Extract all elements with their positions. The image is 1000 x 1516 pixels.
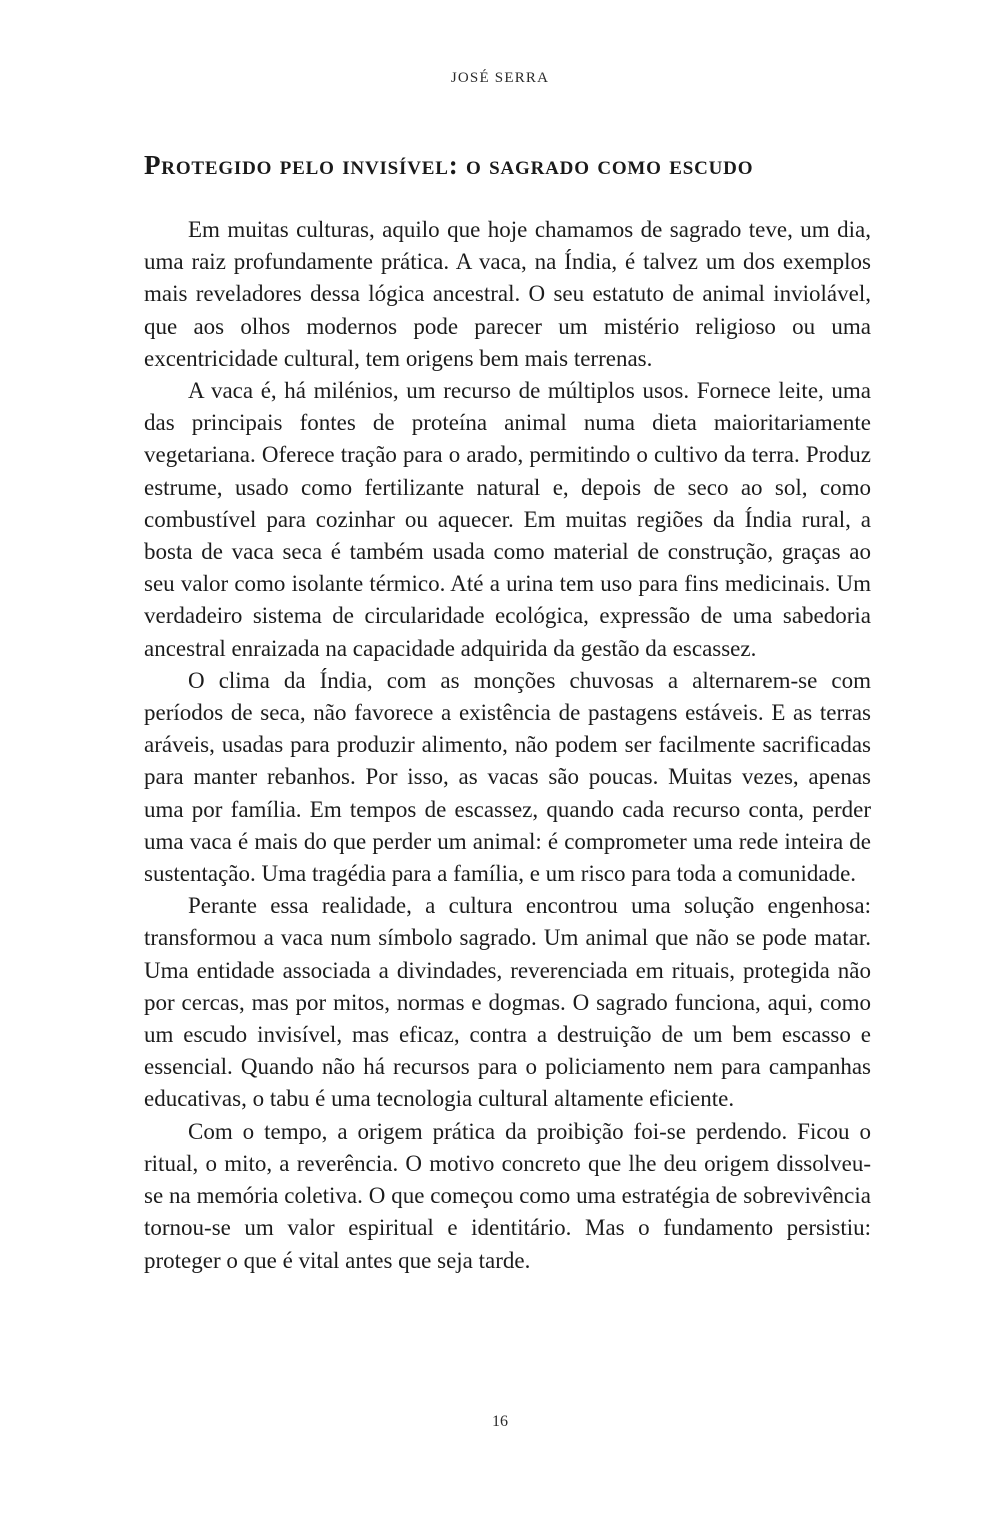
body-text <box>144 214 871 1277</box>
paragraph: Em muitas culturas, aquilo que hoje chamamos de sagrado teve, um dia, uma raiz profundamente prática. A vaca, na Índia, é talvez um dos exemplos mais reveladores dessa lógica ancestral. O seu estatuto de animal inviolável, que aos olhos modernos pode parecer um mistério religioso ou uma excentricidade cultural, tem origens bem mais terrenas. <box>144 217 871 371</box>
paragraph: A vaca é, há milénios, um recurso de múltiplos usos. Fornece leite, uma das principais fontes de proteína animal numa dieta maioritariamente vegetariana. Oferece tração para o arado, permitindo o cultivo da terra. Produz estrume, usado como fertilizante natural e, depois de seco ao sol, como combustível para cozinhar ou aquecer. Em muitas regiões da Índia rural, a bosta de vaca seca é também usada como material de construção, graças ao seu valor como isolante térmico. Até a urina tem uso para fins medicinais. Um verdadeiro sistema de circularidade ecológica, expressão de uma sabedoria ancestral enraizada na capacidade adquirida da gestão da escassez. <box>144 378 871 661</box>
paragraph: O clima da Índia, com as monções chuvosas a alternarem-se com períodos de seca, não favorece a existência de pastagens estáveis. E as terras aráveis, usadas para produzir alimento, não podem ser facilmente sacrificadas para manter rebanhos. Por isso, as vacas são poucas. Muitas vezes, apenas uma por família. Em tempos de escassez, quando cada recurso conta, perder uma vaca é mais do que perder um animal: é comprometer uma rede inteira de sustentação. Uma tragédia para a família, e um risco para toda a comunidade. <box>144 667 871 887</box>
running-head: JOSÉ SERRA <box>450 70 550 86</box>
paragraph: Perante essa realidade, a cultura encontrou uma solução engenhosa: transformou a vaca num símbolo sagrado. Um animal que não se pode matar. Uma entidade associada a divindades, reverenciada em rituais, protegida não por cercas, mas por mitos, normas e dogmas. O sagrado funciona, aqui, como um escudo invisível, mas eficaz, contra a destruição de um bem escasso e essencial. Quando não há recursos para o policiamento nem para campanhas educativas, o tabu é uma tecnologia cultural altamente eficiente. <box>144 893 871 1112</box>
paragraph: Com o tempo, a origem prática da proibição foi-se perdendo. Ficou o ritual, o mito, a reverência. O motivo concreto que lhe deu origem dissolveu-se na memória coletiva. O que começou como uma estratégia de sobrevivência tornou-se um valor espiritual e identitário. Mas o fundamento persistiu: proteger o que é vital antes que seja tarde. <box>144 1118 871 1273</box>
page-number: 16 <box>492 1413 508 1430</box>
section-title: Protegido pelo invisível: o sagrado como escudo <box>144 150 754 180</box>
